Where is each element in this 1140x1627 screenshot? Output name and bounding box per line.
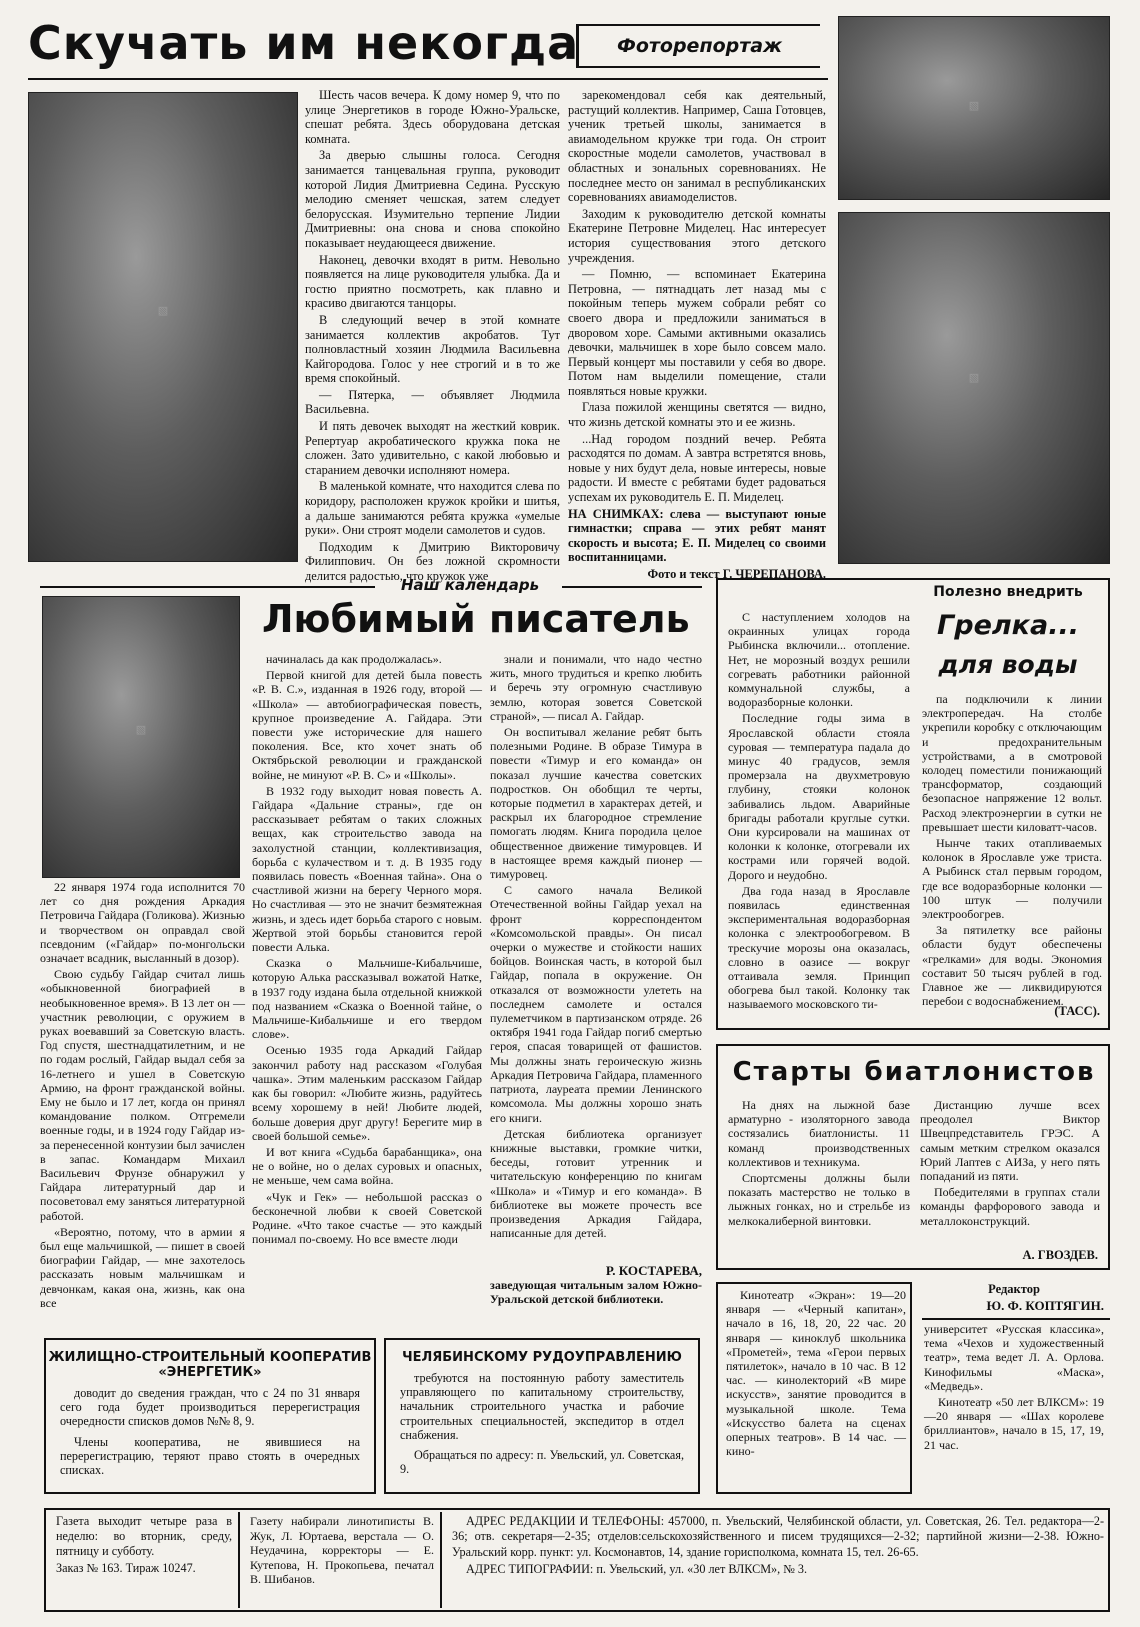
- report-paragraph: Наконец, девочки входят в ритм. Невольно появляется на лице руководителя улыбка. Да и гостю приятно посмотреть, как плавно и красиво двигаются танцоры.: [305, 252, 560, 311]
- calendar-paragraph: Сказка о Мальчише-Кибальчише, которую Алька рассказывал вожатой Натке, в 1937 году издана была отдельной книжкой под названием «Сказка о Военной тайне, о Мальчише-Кибальчише и его твердом слове».: [252, 956, 482, 1042]
- biathlon-paragraph: Дистанцию лучше всех преодолел Виктор Швецпредставитель ГРЭС. А самым метким стрелком оказался Юрий Лаптев с АИЗа, у него пять попаданий из пяти.: [920, 1098, 1100, 1184]
- calendar-sign-role: заведующая читальным залом Южно-Уральской детской библиотеки.: [490, 1278, 702, 1306]
- heater-column-1: [728, 610, 910, 1024]
- biathlon-paragraph: Победителями в группах стали команды фарфорового завода и металлоконструкций.: [920, 1185, 1100, 1228]
- calendar-paragraph: Он воспитывал желание ребят быть полезными Родине. В образе Тимура в повести «Тимур и его команда» он показал лучшие качества советских подростков. Он обобщил те черты, которые подметил в характерах детей, и раскрыл их благородное стремление помогать людям. Книга породила целое общественное движение тимуровцев. И в настоящее время каждый пионер — тимуровец.: [490, 725, 702, 882]
- calendar-column-3: [490, 652, 702, 1262]
- cinema-university: университет «Русская классика», тема «Чехов и художественный театр», тема ведет Л. А. Орлова. Кинофильмы «Маска», «Медведь».: [924, 1322, 1104, 1393]
- calendar-paragraph: В 1932 году выходит новая повесть А. Гайдара «Дальние страны», где он рассказывает ребятам о таких сложных вещах, как строительство завода на захолустной станции, коллективизация, борьба с кулачеством и т. д. В 1935 году появилась повесть «Военная тайна». Она о счастливой жизни на берегу Черного моря. Но счастливая — это не значит безмятежная жизнь, и здесь идет борьба старого с новым. Жертвой этой борьбы становится герой повести Алька.: [252, 783, 482, 955]
- report-column-2: [568, 88, 826, 581]
- footer-circulation: Заказ № 163. Тираж 10247.: [56, 1561, 196, 1575]
- calendar-paragraph: «Вероятно, потому, что в армии я был еще мальчишкой, — пишет в своей биографии Гайдар, — мне захотелось рассказать новым мальчишкам и девчонкам, какая она, жизнь, как она все: [40, 1224, 245, 1310]
- report-captions: НА СНИМКАХ: слева — выступают юные гимнастки; справа — этих ребят манят скорость и высота; Е. П. Миделец со своими воспитанницами.: [568, 506, 826, 565]
- cinema-column-1: [726, 1288, 906, 1490]
- photo-placeholder: ▧: [968, 98, 980, 112]
- calendar-intro: [40, 880, 245, 1326]
- report-paragraph: Глаза пожилой женщины светятся — видно, что жизнь детской комнаты это и ее жизнь.: [568, 400, 826, 430]
- calendar-paragraph: Детская библиотека организует книжные выставки, громкие читки, беседы, готовит утренник и читательскую конференцию по книгам «Школа» и «Тимур и его команда». В библиотеке вы можете прочесть все произведения Аркадия Гайдара, написанные для детей.: [490, 1126, 702, 1241]
- footer-publication: [56, 1514, 232, 1608]
- photo-placeholder: ▧: [968, 370, 980, 384]
- heater-headline-1: Грелка...: [937, 610, 1079, 641]
- heater-paragraph: Два года назад в Ярославле появилась единственная экспериментальная водоразборная колонка с электрообогревом. В трескучие морозы она оказалась, словно в оазисе — вокруг оттаивала земля. Принцип обогрева был такой. Колонку так называемого московского ти-: [728, 883, 910, 1012]
- editor-label: Редактор: [988, 1282, 1040, 1296]
- calendar-signature: [490, 1264, 702, 1330]
- heater-rubric: Полезно внедрить: [933, 584, 1083, 600]
- footer-staff: [250, 1514, 434, 1608]
- heater-paragraph: С наступлением холодов на окраинных улицах города Рыбинска включили... отопление. Нет, не морозный воздух решили согревать работники районной коммунальной службы, а водоразборные колонки.: [728, 610, 910, 710]
- cinema-ekran: Кинотеатр «Экран»: 19—20 января — «Черный капитан», начало в 16, 18, 20, 22 час. 20 января — киноклуб школьника «Прометей», тема «Герои первых пятилеток», начало в 10 час. В 12 час. — кинолекторий «В мире искусств», занятие проводится в музыкальной школе. Тема «Искусство балета на сценах оперных театров». В 14 час. — кино-: [726, 1288, 906, 1459]
- calendar-paragraph: Осенью 1935 года Аркадий Гайдар закончил работу над рассказом «Голубая чашка». Этим маленьким рассказом Гайдар как бы говорил: «Любите жизнь, радуйтесь всему хорошему в ней! Любите людей, больше доверия друг другу! Берегите мир в своей большой семье».: [252, 1043, 482, 1143]
- editor-name: Ю. Ф. КОПТЯГИН.: [986, 1298, 1104, 1313]
- photo-placeholder: ▧: [135, 723, 147, 736]
- photo-placeholder: ▧: [157, 303, 169, 317]
- calendar-column-2: [252, 652, 482, 1328]
- report-column-1: [305, 88, 560, 583]
- cinema-vlksm: Кинотеатр «50 лет ВЛКСМ»: 19—20 января — «Шах королеве бриллиантов», начало в 15, 17, 19, 21 час.: [924, 1395, 1104, 1452]
- coop-name: «ЭНЕРГЕТИК»: [158, 1365, 262, 1380]
- coop-body: [46, 1386, 374, 1477]
- mideletz-photo: [838, 212, 1110, 564]
- heater-paragraph: За пятилетку все районы области будут обеспечены «грелками» для воды. Экономия составит 50 тысяч рублей в год. Главное же — ликвидируются перебои с водоснабжением.: [922, 923, 1102, 1009]
- calendar-paragraph: И вот книга «Судьба барабанщика», она не о войне, но о делах суровых и опасных, не меньше, чем сама война.: [252, 1144, 482, 1188]
- modelers-photo: [838, 16, 1110, 200]
- footer-divider-2: [440, 1512, 442, 1608]
- biathlon-column-1: [728, 1098, 910, 1266]
- calendar-sign-name: Р. КОСТАРЕВА,: [605, 1263, 702, 1278]
- biathlon-headline: Старты биатлонистов: [732, 1057, 1096, 1087]
- calendar-rubric: Наш календарь: [400, 576, 540, 594]
- report-paragraph: — Помню, — вспоминает Екатерина Петровна, — пятнадцать лет назад мы с покойным теперь мужем собрали ребят со своего двора и предложили заниматься в дворовом хоре. Самыми активными оказались девочки, мальчишек в хоре было совсем мало. Первый концерт мы поставили у себя во дворе. Потом нам выделили помещение, стали появляться новые кружки.: [568, 267, 826, 398]
- footer-editorial-address: АДРЕС РЕДАКЦИИ И ТЕЛЕФОНЫ: 457000, п. Увельский, Челябинской области, ул. Советская, 26. Тел. редактора—2-36; отв. секретаря—2-35; отделов:сельскохозяйственного и писем трудящихся—2-32; партийной жизни—2-38. Южно-Уральский корр. пункт: ул. Космонавтов, 14, здание горисполкома, комната 15, тел. 26-65.: [452, 1514, 1104, 1559]
- mine-title: ЧЕЛЯБИНСКОМУ РУДОУПРАВЛЕНИЮ: [402, 1350, 682, 1365]
- report-headline: Скучать им некогда: [28, 16, 580, 70]
- mine-paragraph: требуются на постоянную работу заместитель управляющего по капитальному строительству, начальник строительного участка и рабочие строительных специальностей, экспедитор в отдел снабжения.: [400, 1371, 684, 1442]
- mine-paragraph: Обращаться по адресу: п. Увельский, ул. Советская, 9.: [400, 1448, 684, 1477]
- footer-schedule: Газета выходит четыре раза в неделю: во вторник, среду, пятницу и субботу.: [56, 1514, 232, 1558]
- report-paragraph: Подходим к Дмитрию Викторовичу Филиппович. Он без ложной скромности делится радостью, что кружок уже: [305, 539, 560, 583]
- calendar-paragraph: Свою судьбу Гайдар считал лишь «обыкновенной биографией в необыкновенное время». В 13 лет он — участник революции, с оружием в руках воевавший за Советскую власть. Год спустя, шестнадцатилетним, и не по годам рослый, Гайдар выдал себя за 16-летнего и ушел в Советскую Армию, на фронт гражданской войны. Ему не было и 17 лет, когда он принял командование полком. Отгремели военные годы, и в 1924 году Гайдар из-за перенесенной контузии был зачислен в запас. Командарм Михаил Васильевич Фрунзе обнаружил у Гайдара литературный дар и посоветовал ему заняться литературной работой.: [40, 967, 245, 1223]
- footer-addresses: [452, 1514, 1104, 1608]
- footer-typesetters: Газету набирали линотиписты В. Жук, Л. Юртаева, верстала — О. Неудачина, корректоры — Е. Кутепова, Н. Прокопьева, печатал В. Шибанов.: [250, 1514, 434, 1587]
- calendar-rule-right: [562, 586, 702, 588]
- heater-column-2: [922, 692, 1102, 1009]
- coop-ad: [44, 1338, 376, 1494]
- heater-sign: (ТАСС).: [1054, 1004, 1100, 1018]
- report-paragraph: За дверью слышны голоса. Сегодня занимается танцевальная группа, руководит которой Лидия Дмитриевна Седина. Русскую мелодию сменяет чешская, затем следует белорусская. Изумительно терпение Лидии Дмитриевны: она снова и снова спокойно показывает неудающееся движение.: [305, 148, 560, 250]
- report-rubric-box: [576, 24, 820, 68]
- biathlon-paragraph: На днях на лыжной базе арматурно - изоляторного завода состязались биатлонисты. 11 команд производственных коллективов и техникума.: [728, 1098, 910, 1169]
- biathlon-paragraph: Спортсмены должны были показать мастерство не только в лыжных гонках, но и стрельбе из мелкокалиберной винтовки.: [728, 1171, 910, 1228]
- report-paragraph: Шесть часов вечера. К дому номер 9, что по улице Энергетиков в городе Южно-Уральске, спешат ребята. Здесь оборудована детская комната.: [305, 88, 560, 146]
- mine-ad: [384, 1338, 700, 1494]
- heater-headline-2: для воды: [938, 650, 1078, 679]
- report-paragraph: Заходим к руководителю детской комнаты Екатерине Петровне Миделец. Нас интересует история существования этого детского учреждения.: [568, 206, 826, 265]
- heater-paragraph: Последние годы зима в Ярославской области стояла суровая — температура падала до минус 40 градусов, земля промерзала на двухметровую глубину, стояки колонок забивались льдом. Аварийные бригады работали круглые сутки. Они курсировали на машинах от колонки к колонке, отогревали их кострами или горячей водой. Дорого и неудобно.: [728, 711, 910, 882]
- calendar-paragraph: начиналась да как продолжалась».: [266, 652, 442, 666]
- calendar-paragraph: Первой книгой для детей была повесть «Р. В. С.», изданная в 1926 году, второй — «Школа» — автобиографическая повесть, крупное произведение А. Гайдара. Эти повести уже исторические для нашего поколения. Все, кто хочет знать об Октябрьской революции и гражданской войне, не минуют «Р. В. С» и «Школы».: [252, 668, 482, 782]
- heater-paragraph: Нынче таких отапливаемых колонок в Ярославле уже триста. А Рыбинск стал первым городом, где все водоразборные колонки — 100 штук — получили электрообогрев.: [922, 836, 1102, 922]
- report-paragraph: — Пятерка, — объявляет Людмила Васильевна.: [305, 387, 560, 417]
- report-paragraph: В следующий вечер в этой комнате занимается коллектив акробатов. Тут полновластный хозяин Людмила Васильевна Кайгородова. Голос у нее строгий и в то же время спокойный.: [305, 312, 560, 386]
- calendar-paragraph: 22 января 1974 года исполнится 70 лет со дня рождения Аркадия Петровича Гайдара (Голикова). Жизнью и творчеством он оправдал свой псевдоним («Гайдар» по-монгольски означает всадник, высланный в дозор).: [40, 880, 245, 966]
- report-author: Фото и текст Г. ЧЕРЕПАНОВА.: [647, 567, 826, 581]
- cinema-column-2: [924, 1322, 1104, 1492]
- footer-divider-1: [238, 1512, 240, 1608]
- coop-paragraph: доводит до сведения граждан, что с 24 по 31 января сего года будет производиться перерегистрация очередности списков домов №№ 8, 9.: [60, 1386, 360, 1429]
- editor-rule: [922, 1318, 1110, 1320]
- coop-title: ЖИЛИЩНО-СТРОИТЕЛЬНЫЙ КООПЕРАТИВ: [48, 1350, 372, 1365]
- calendar-paragraph: знали и понимали, что надо честно жить, много трудиться и крепко любить и беречь эту огромную счастливую землю, которая зовется Советской страной», — писал А. Гайдар.: [490, 652, 702, 723]
- report-headline-rule: [28, 78, 828, 80]
- biathlon-sign: А. ГВОЗДЕВ.: [1022, 1248, 1098, 1262]
- gymnasts-photo: [28, 92, 298, 562]
- mine-body: [386, 1371, 698, 1476]
- gaidar-portrait: [42, 596, 240, 878]
- calendar-paragraph: «Чук и Гек» — небольшой рассказ о бесконечной любви к своей Советской Родине. «Что такое счастье — это каждый понимал по-своему. Но все вместе люди: [252, 1189, 482, 1247]
- report-paragraph: В маленькой комнате, что находится слева по коридору, расположен кружок кройки и шитья, а дальше занимаются ребята кружка «умелые руки». Они строят модели самолетов и судов.: [305, 479, 560, 538]
- biathlon-column-2: [920, 1098, 1100, 1248]
- report-paragraph: ...Над городом поздний вечер. Ребята расходятся по домам. А завтра встретятся вновь, новые у них будут дела, новые интересы, новые радости. И вместе с ребятами будет радоваться успехам их руководитель Е. П. Миделец.: [568, 431, 826, 505]
- calendar-paragraph: С самого начала Великой Отечественной войны Гайдар уехал на фронт корреспондентом «Комсомольской правды». Он писал очерки о мужестве и стойкости наших бойцов. Воинская часть, в которой был Гайдар, попала в окружение. Он отказался от возможности улететь на последнем самолете и остался пулеметчиком в партизанском отряде. 26 октября 1941 года Гайдар погиб смертью героя, спасая товарищей от фашистов. Мы должны знать героическую жизнь Аркадия Петровича Гайдара, пламенного патриота, лауреата премии Ленинского комсомола. Мы должны хорошо знать его книги.: [490, 883, 702, 1125]
- calendar-rule-left: [40, 586, 375, 588]
- report-paragraph: И пять девочек выходят на жесткий коврик. Репертуар акробатического кружка пока не сложен. Зато удивительно, с какой любовью и старанием девочки исполняют номера.: [305, 419, 560, 477]
- heater-paragraph: па подключили к линии электропередач. На столбе укрепили коробку с отключающим и предохранительным устройствами, а в смотровой колодец поместили понижающий трансформатор, создающий безопасное напряжение 12 вольт. Расход электроэнергии в сутки не превышает шести киловатт-часов.: [922, 692, 1102, 834]
- coop-paragraph: Члены кооператива, не явившиеся на перерегистрацию, теряют право стоять в очередных списках.: [60, 1434, 360, 1478]
- footer-print-address: АДРЕС ТИПОГРАФИИ: п. Увельский, ул. «30 лет ВЛКСМ», № 3.: [466, 1562, 808, 1577]
- report-paragraph: зарекомендовал себя как деятельный, растущий коллектив. Например, Саша Готовцев, ученик третьей школы, занимается в авиамодельном кружке три года. Он строит скоростные модели самолетов, участвовал в областных и зональных соревнованиях. Не последнее место он занимал в республиканских соревнованиях авиамоделистов.: [568, 88, 826, 205]
- report-rubric: Фоторепортаж: [617, 35, 782, 57]
- calendar-headline: Любимый писатель: [262, 597, 690, 641]
